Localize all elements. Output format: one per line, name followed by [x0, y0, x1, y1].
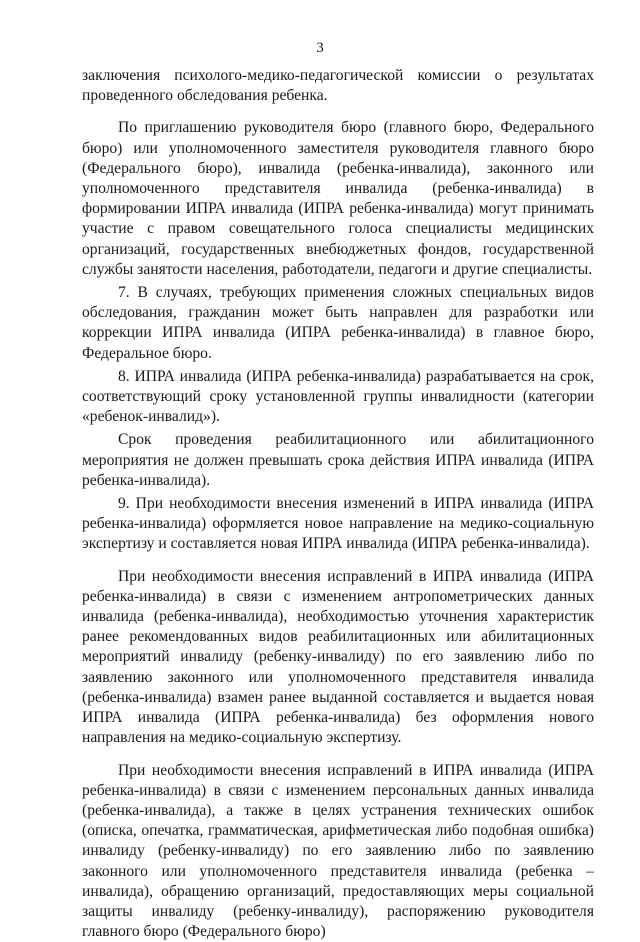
document-body	[82, 66, 594, 942]
paragraph-item-8: 8. ИПРА инвалида (ИПРА ребенка-инвалида) разрабатывается на срок, соответствующий сроку установленной группы инвалидности (категории «ребенок-инвалид»).	[82, 367, 594, 428]
paragraph-item-9: 9. При необходимости внесения изменений в ИПРА инвалида (ИПРА ребенка-инвалида) оформляется новое направление на медико-социальную экспертизу и составляется новая ИПРА инвалида (ИПРА ребенка-инвалида).	[82, 494, 594, 555]
paragraph-invitation: По приглашению руководителя бюро (главного бюро, Федерального бюро) или уполномоченного заместителя руководителя главного бюро (Федерального бюро), инвалида (ребенка-инвалида), законного или уполномоченного представителя инвалида (ребенка-инвалида) в формировании ИПРА инвалида (ИПРА ребенка-инвалида) могут принимать участие с правом совещательного голоса специалисты медицинских организаций, государственных внебюджетных фондов, государственной службы занятости населения, работодатели, педагоги и другие специалисты.	[82, 118, 594, 280]
paragraph-continuation: заключения психолого-медико-педагогической комиссии о результатах проведенного обследования ребенка.	[82, 66, 594, 106]
paragraph-item-7: 7. В случаях, требующих применения сложных специальных видов обследования, гражданин может быть направлен для разработки или коррекции ИПРА инвалида (ИПРА ребенка-инвалида) в главное бюро, Федеральное бюро.	[82, 283, 594, 364]
paragraph-corrections-personal-data: При необходимости внесения исправлений в ИПРА инвалида (ИПРА ребенка-инвалида) в связи с изменением персональных данных инвалида (ребенка-инвалида), а также в целях устранения технических ошибок (описка, опечатка, грамматическая, арифметическая либо подобная ошибка) инвалиду (ребенку-инвалиду) по его заявлению либо по заявлению законного или уполномоченного представителя инвалида (ребенка – инвалида), обращению организаций, предоставляющих меры социальной защиты инвалиду (ребенку-инвалиду), распоряжению руководителя главного бюро (Федерального бюро)	[82, 761, 594, 942]
paragraph-corrections-anthropometric: При необходимости внесения исправлений в ИПРА инвалида (ИПРА ребенка-инвалида) в связи с изменением антропометрических данных инвалида (ребенка-инвалида), необходимостью уточнения характеристик ранее рекомендованных видов реабилитационных или абилитационных мероприятий инвалиду (ребенку-инвалиду) по его заявлению либо по заявлению законного или уполномоченного представителя инвалида (ребенка-инвалида) взамен ранее выданной составляется и выдается новая ИПРА инвалида (ИПРА ребенка-инвалида) без оформления нового направления на медико-социальную экспертизу.	[82, 567, 594, 749]
page-number: 3	[0, 40, 640, 57]
paragraph-term: Срок проведения реабилитационного или абилитационного мероприятия не должен превышать срока действия ИПРА инвалида (ИПРА ребенка-инвалида).	[82, 430, 594, 491]
